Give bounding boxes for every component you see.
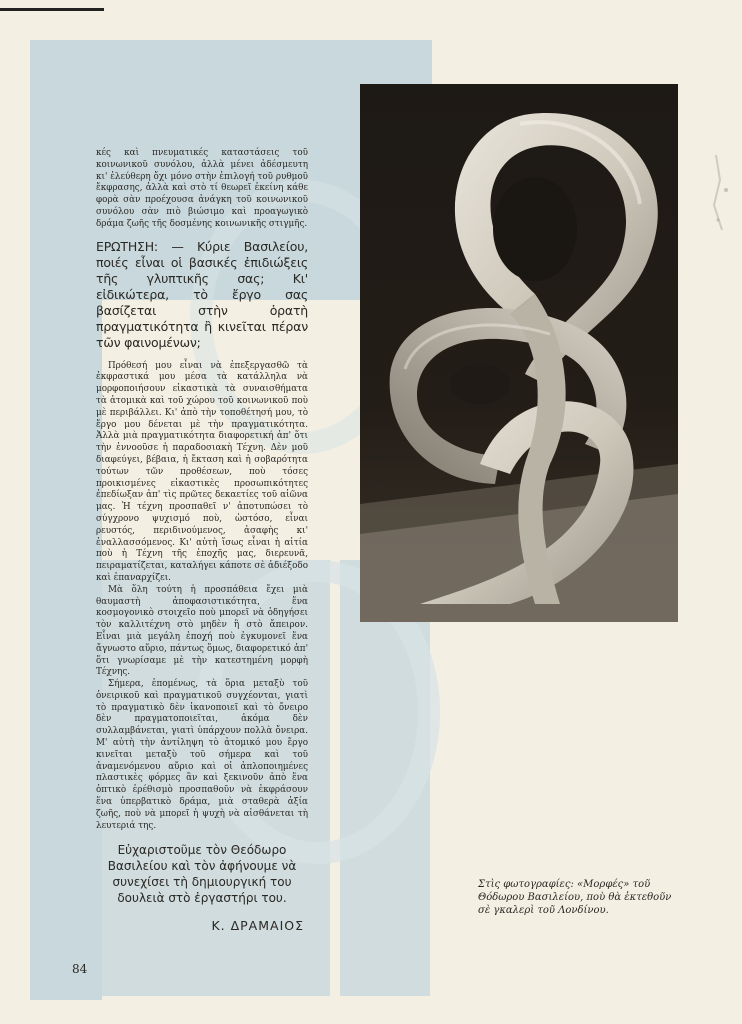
- interview-question: ΕΡΩΤΗΣΗ: — Κύριε Βασιλείου, ποιές εἶναι οἱ βασικές ἐπιδιώξεις τῆς γλυπτικῆς σας; Κι' εἰδικώτερα, τὸ ἔργο σας βασίζεται στὴν ὁρατὴ πραγματικότητα ἢ κινεῖται πέραν τῶν φαινομένων;: [96, 238, 308, 350]
- paragraph: Σήμερα, ἑπομένως, τὰ ὅρια μεταξὺ τοῦ ὀνειρικοῦ καὶ πραγματικοῦ συγχέονται, γιατὶ τὸ πραγματικὸ δὲν ἱκανοποιεῖ καὶ τὸ ὄνειρο δὲν πραγματοποιεῖται, ἀκόμα δὲν συλλαμβάνεται, γιατὶ ὑπάρχουν πολλὰ ὄνειρα. Μ' αὐτὴ τὴν ἀντίληψη τὸ ἀτομικό μου ἔργο κινεῖται μεταξὺ τοῦ σήμερα καὶ τοῦ ἀναμενόμενου αὔριο καὶ οἱ ἀπλοποιημένες πλαστικὲς φόρμες ἂν καὶ ξεκινοῦν ἀπὸ ἕνα ὀπτικὸ ἐρέθισμὸ προσπαθοῦν νὰ ἐκφράσουν ἕνα ὑπερβατικὸ δράμα, μιὰ σταθερὰ ἀξία ζωῆς, ποὺ νὰ μπορεῖ ἡ ψυχὴ νὰ αἰσθάνεται τὴ λευτεριά της.: [96, 679, 308, 831]
- closing-text: Εὐχαριστοῦμε τὸν Θεόδωρο Βασιλείου καὶ τὸν ἀφήνουμε νὰ συνεχίσει τὴ δημιουργική του δουλειὰ στὸ ἐργαστήρι του.: [107, 843, 297, 906]
- scan-speckle: [706, 150, 736, 250]
- author-signature: Κ. ΔΡΑΜΑΙΟΣ: [211, 918, 304, 934]
- paragraph: κές καὶ πνευματικές καταστάσεις τοῦ κοινωνικοῦ συνόλου, ἀλλὰ μένει ἀδέσμευτη κι' ἐλεύθερη ὄχι μόνο στὴν ἐπιλογή τοῦ ρυθμοῦ ἔκφρασης, ἀλλὰ καὶ στὸ τί θεωρεῖ ἐκείνη κάθε φορὰ σὰν προέχουσα ἀνάγκη τοῦ κοινωνικοῦ συνόλου σὰν πιὸ βιώσιμο καὶ προαγωγικὸ δράμα ζωῆς τῆς δοσμένης κοινωνικῆς στιγμῆς.: [96, 148, 308, 229]
- page-number: 84: [72, 962, 88, 976]
- paragraph: Πρόθεσή μου εἶναι νὰ ἐπεξεργασθῶ τὰ ἐκφραστικά μου μέσα τὰ κατάλληλα νὰ μορφοποιήσουν εἰκαστικὰ τὰ συναισθήματα τὰ ἀτομικὰ καὶ τοῦ χώρου τοῦ κοινωνικοῦ ποὺ μὲ περιβάλλει. Κι' ἀπὸ τὴν τοποθέτησή μου, τὸ ἔργο μου δένεται μὲ τὴν πραγματικότητα. Ἀλλὰ μιὰ πραγματικότητα διαφορετική ἀπ' ὅτι τὴν ἐννοοῦσε ἡ παραδοσιακὴ Τέχνη. Δὲν μοῦ διαφεύγει, βέβαια, ἡ ἔκταση καὶ ἡ σοβαρότητα τούτων τῶν προθέσεων, ποὺ τόσες προικισμένες εἰκαστικὲς προσωπικότητες ἐπεδίωξαν ἀπ' τὶς πρῶτες δεκαετίες τοῦ αἰῶνα μας. Ἡ τέχνη προσπαθεῖ ν' ἀποτυπώσει τὸ σύγχρονο ψυχισμό ποὺ, ὡστόσο, εἶναι ρευστός, περιδινούμενος, ἀσαφὴς κι' ἐναλλασσόμενος. Κι' αὐτὴ ἴσως εἶναι ἡ αἰτία ποὺ ἡ Τέχνη τῆς ἐποχῆς μας, διερευνᾶ, πειραματίζεται, καταλήγει κάποτε σὲ ἀδιέξοδο καὶ ἐπαναρχίζει.: [96, 360, 308, 583]
- paragraph: Μὰ ὅλη τούτη ἡ προσπάθεια ἔχει μιὰ θαυμαστὴ ἀποφασιστικότητα, ἕνα κοσμογονικὸ στοιχεῖο ποὺ μπορεῖ νὰ ὁδηγήσει τὸν καλλιτέχνη στὸ μηδὲν ἢ στὸ ἄπειρον. Εἶναι μιὰ μεγάλη ἐποχή ποὺ ἐγκυμονεῖ ἕνα ἄγνωστο αὔριο, πάντως ὅμως, διαφορετικό ἀπ' ὅτι γνωρίσαμε μὲ τὴν κατεστημένη μορφὴ Τέχνης.: [96, 584, 308, 678]
- top-rule: [0, 8, 104, 11]
- sculpture-image: [360, 84, 678, 622]
- photo-caption: Στὶς φωτογραφίες: «Μορφές» τοῦ Θόδωρου Βασιλείου, ποὺ θὰ ἐκτεθοῦν σὲ γκαλερὶ τοῦ Λονδίνου.: [478, 879, 672, 916]
- article-column: [96, 148, 308, 932]
- sculpture-photo: [360, 84, 678, 622]
